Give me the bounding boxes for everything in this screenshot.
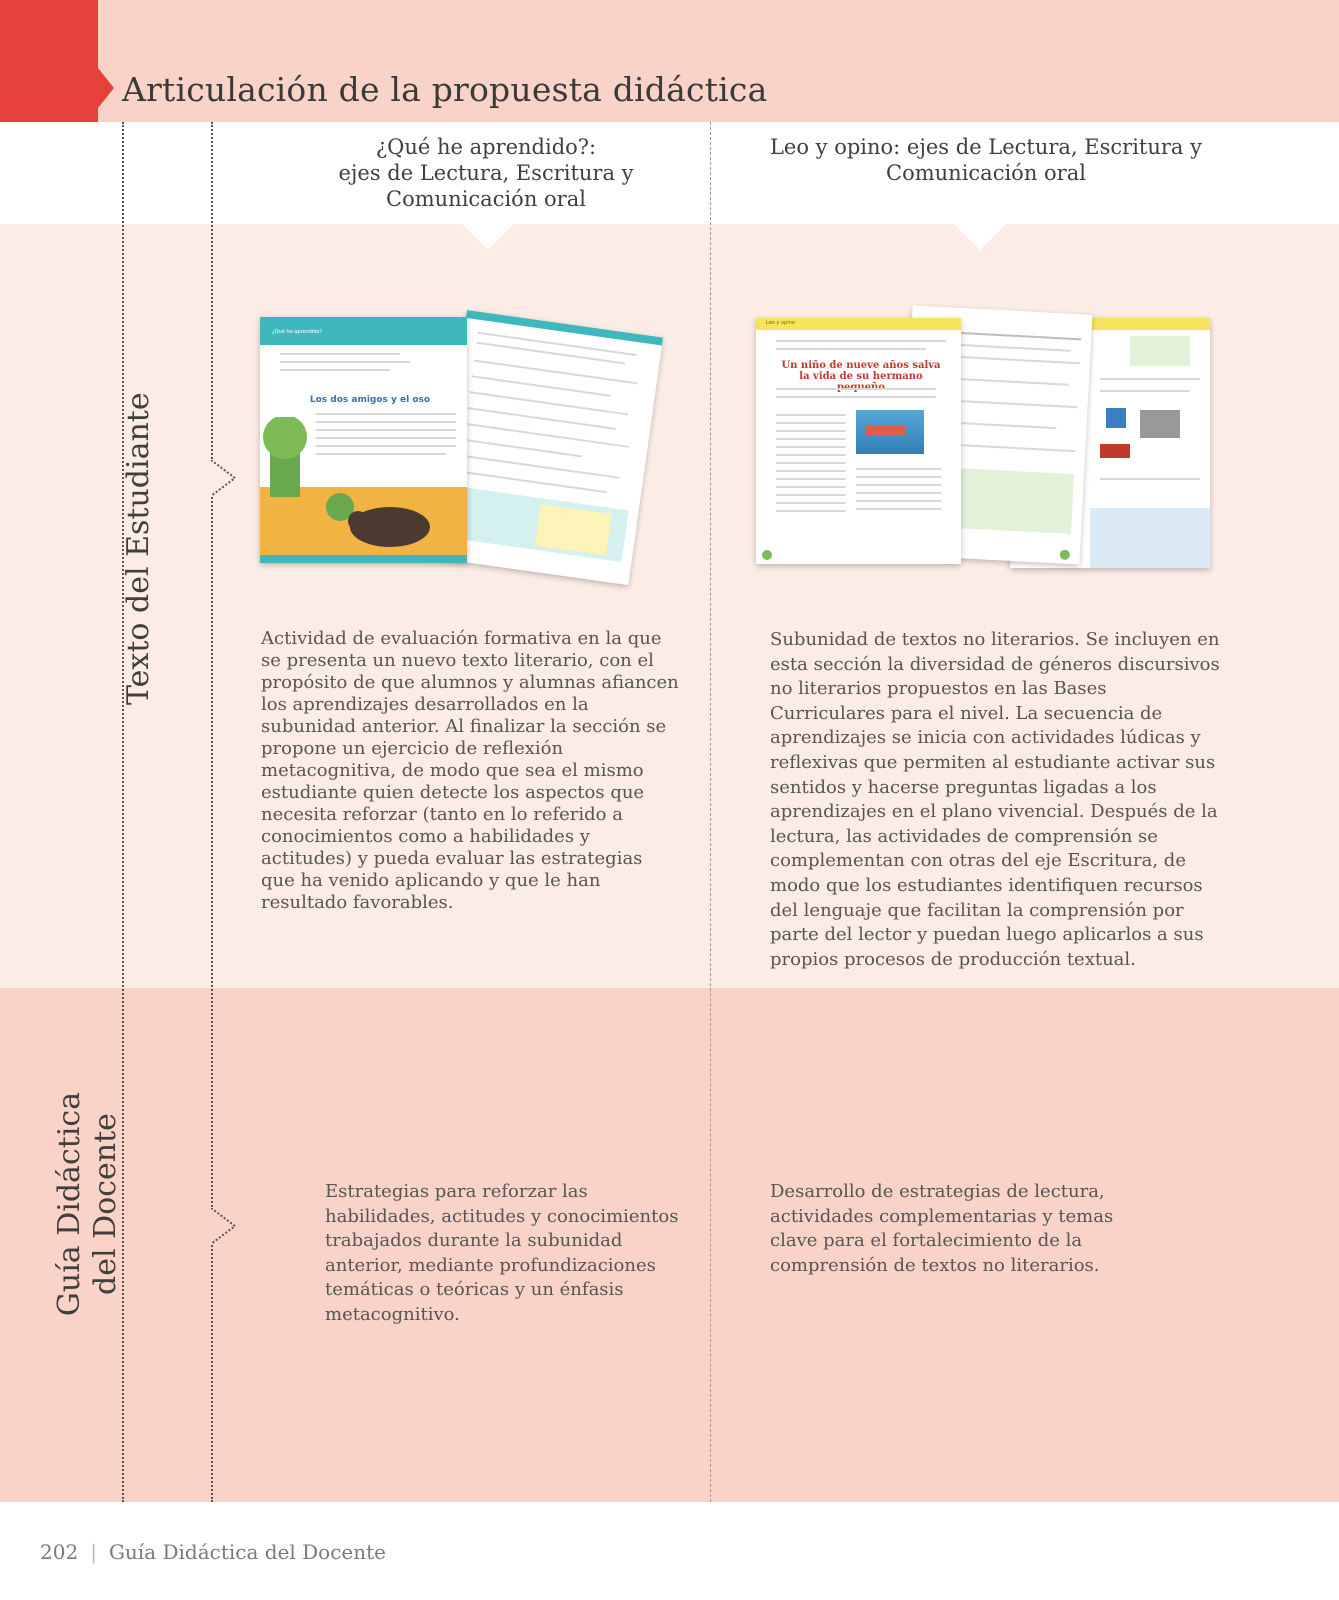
- footer-separator: |: [90, 1540, 97, 1564]
- section-tab-arrow: [98, 68, 114, 108]
- column-heading-que-he-aprendido: [212, 134, 760, 212]
- book-page-thumbnail: [756, 318, 961, 564]
- row-label-line: Guía Didáctica: [52, 1091, 87, 1317]
- column-divider: [710, 122, 711, 1502]
- row-label-guia-docente: [52, 1084, 124, 1324]
- section-tab: [0, 0, 98, 122]
- column-heading-leo-y-opino: [712, 134, 1260, 186]
- estudiante-col2-description: Subunidad de textos no literarios. Se incluyen en esta sección la diversidad de géneros discursivos no literarios propuestos en las Bases Curriculares para el nivel. La secuencia de aprendizajes se inicia con actividades lúdicas y reflexivas que permiten al estudiante activar sus sentidos y hacerse preguntas ligadas a los aprendizajes en el plano vivencial. Después de la lectura, las actividades de comprensión se complementan con otras del eje Escritura, de modo que los estudiantes identifiquen recursos del lenguaje que facilitan la comprensión por parte del lector y puedan luego aplicarlos a sus propios procesos de producción textual.: [770, 629, 1220, 970]
- page-footer: [40, 1540, 386, 1564]
- bear-illustration: [260, 417, 467, 563]
- column-heading-line: Leo y opino: ejes de Lectura, Escritura y: [769, 135, 1202, 159]
- thumbnail-news-title: Un niño de nueve años salva la vida de su hermano: [781, 360, 941, 382]
- row-label-line: del Docente: [88, 1113, 123, 1295]
- column-heading-line: ejes de Lectura, Escritura y: [338, 161, 634, 185]
- column-heading-line: ¿Qué he aprendido?:: [375, 135, 597, 159]
- docente-col2-description: Desarrollo de estrategias de lectura, actividades complementarias y temas clave para el fortalecimiento de la comprensión de textos no literarios.: [770, 1181, 1114, 1276]
- estudiante-col1-description: Actividad de evaluación formativa en la que se presenta un nuevo texto literario, con el propósito de que alumnos y alumnas afiancen los aprendizajes desarrollados en la subunidad anterior. Al finalizar la sección se propone un ejercicio de reflexión metacognitiva, de modo que sea el mismo estudiante quien detecte los aspectos que necesita reforzar (tanto en lo referido a conocimientos como a habilidades y actitudes) y pueda evaluar las estrategias que ha venido aplicando y que le han resultado favorables.: [261, 628, 679, 913]
- column-2-pointer: [954, 224, 1006, 250]
- row-label-texto-estudiante: Texto del Estudiante: [121, 392, 156, 705]
- footer-book-title: Guía Didáctica del Docente: [108, 1540, 387, 1564]
- row-pointer-icon: [211, 1208, 237, 1244]
- page-title: Articulación de la propuesta didáctica: [122, 70, 768, 109]
- book-page-thumbnail: [260, 317, 467, 563]
- thumbnail-story-title: Los dos amigos y el oso: [309, 395, 431, 405]
- row-pointer-icon: [211, 460, 237, 496]
- thumbnail-tag: Leo y opino: [766, 320, 795, 326]
- thumbnail-tag: ¿Qué he aprendido?: [272, 329, 323, 335]
- divider-line: [211, 122, 213, 1502]
- column-heading-line: Comunicación oral: [386, 187, 586, 211]
- column-heading-line: Comunicación oral: [886, 161, 1086, 185]
- page-number: 202: [40, 1540, 79, 1564]
- docente-col1-description: Estrategias para reforzar las habilidades, actitudes y conocimientos trabajados durante la subunidad anterior, mediante profundizaciones temáticas o teóricas y un énfasis metacognitivo.: [325, 1181, 679, 1325]
- column-1-pointer: [462, 224, 514, 250]
